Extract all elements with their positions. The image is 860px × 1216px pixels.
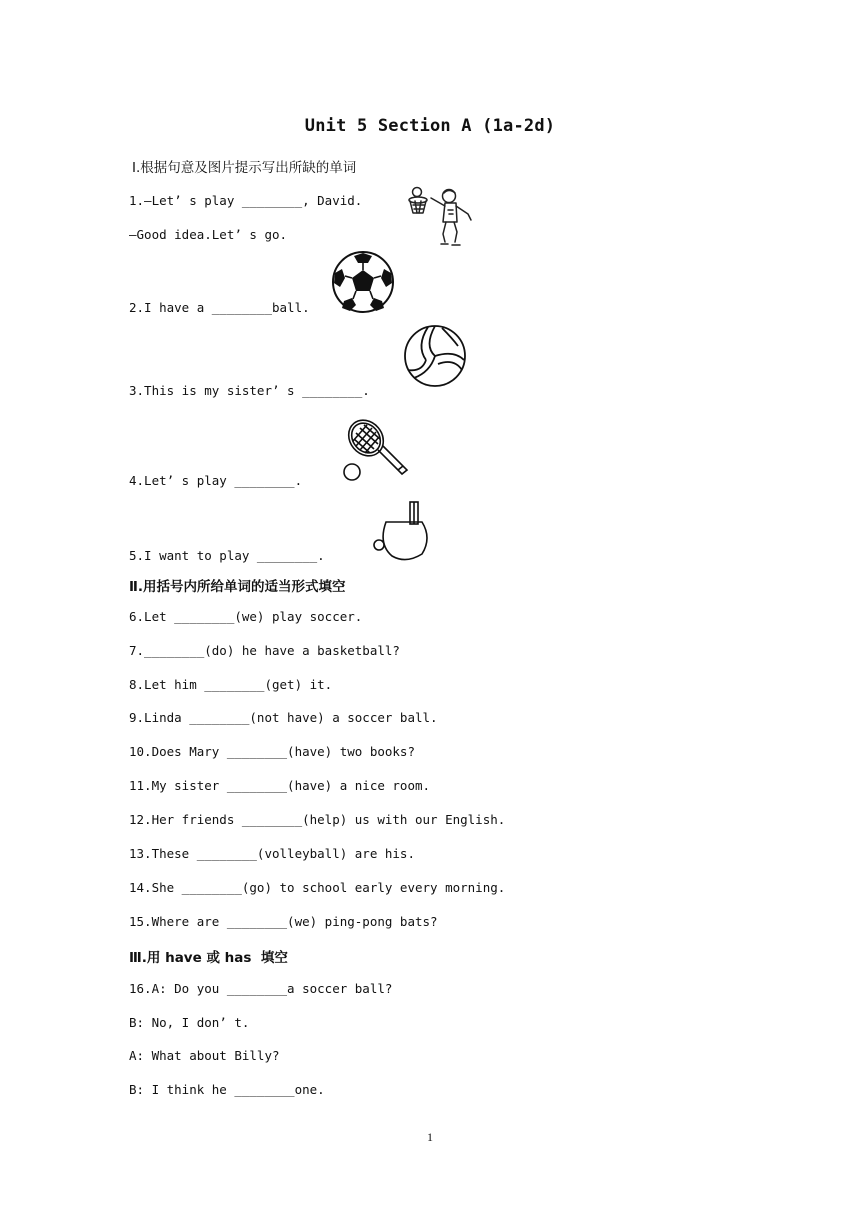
question-13: 13.These ________(volleyball) are his. — [129, 846, 415, 861]
page-title: Unit 5 Section A (1a-2d) — [304, 116, 556, 136]
question-4: 4.Let’ s play ________. — [129, 473, 303, 488]
section-1-heading: Ⅰ.根据句意及图片提示写出所缺的单词 — [132, 160, 357, 176]
question-12: 12.Her friends ________(help) us with our English. — [129, 812, 506, 827]
question-1: 1.—Let’ s play ________, David. — [129, 193, 363, 208]
soccer-ball-icon — [330, 251, 396, 313]
question-16-a: 16.A: Do you ________a soccer ball? — [129, 981, 393, 996]
page-number: 1 — [427, 1130, 433, 1144]
question-10: 10.Does Mary ________(have) two books? — [129, 744, 415, 759]
question-1-reply: —Good idea.Let’ s go. — [129, 227, 288, 242]
volleyball-icon — [402, 324, 468, 388]
tennis-racket-icon — [340, 416, 414, 486]
question-16-d: B: I think he ________one. — [129, 1082, 325, 1097]
question-2: 2.I have a ________ball. — [129, 300, 310, 315]
question-11: 11.My sister ________(have) a nice room. — [129, 778, 431, 793]
question-16-b: B: No, I don’ t. — [129, 1015, 250, 1030]
section-2-heading: Ⅱ.用括号内所给单词的适当形式填空 — [129, 579, 346, 595]
ping-pong-bat-icon — [370, 498, 436, 564]
question-14: 14.She ________(go) to school early every morning. — [129, 880, 506, 895]
question-3: 3.This is my sister’ s ________. — [129, 383, 370, 398]
question-8: 8.Let him ________(get) it. — [129, 677, 333, 692]
question-15: 15.Where are ________(we) ping-pong bats? — [129, 914, 438, 929]
basketball-player-icon — [405, 186, 477, 256]
question-9: 9.Linda ________(not have) a soccer ball. — [129, 710, 438, 725]
question-7: 7.________(do) he have a basketball? — [129, 643, 400, 658]
question-16-c: A: What about Billy? — [129, 1048, 280, 1063]
section-3-heading: Ⅲ.用 have 或 has 填空 — [129, 950, 288, 966]
question-6: 6.Let ________(we) play soccer. — [129, 609, 363, 624]
question-5: 5.I want to play ________. — [129, 548, 325, 563]
